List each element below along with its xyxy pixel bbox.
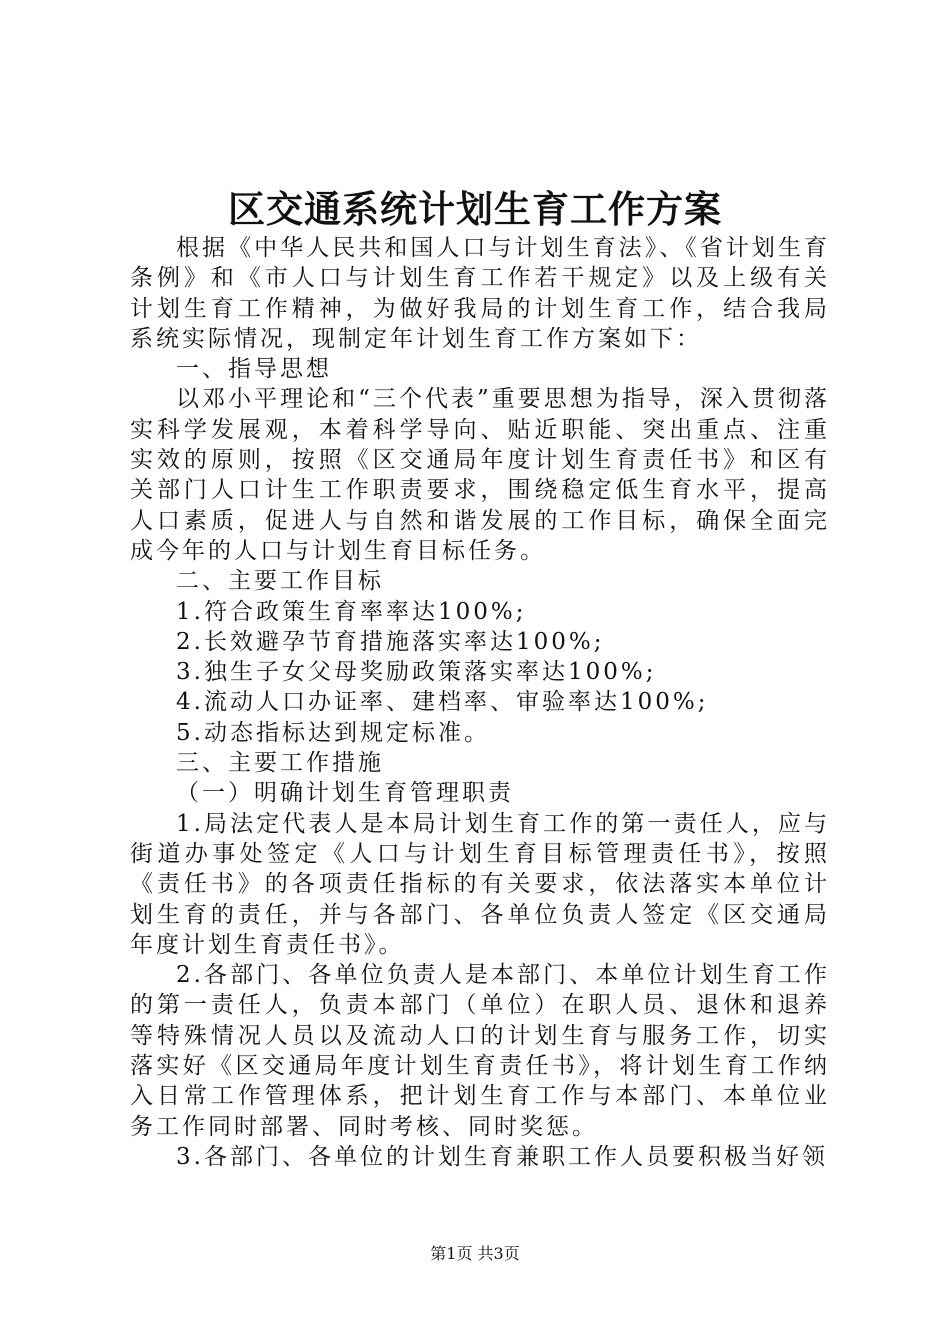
document-body bbox=[130, 233, 830, 1172]
paragraph-guiding-thought: 以邓小平理论和“三个代表”重要思想为指导，深入贯彻落实科学发展观，本着科学导向、贴近职能、突出重点、注重实效的原则，按照《区交通局年度计划生育责任书》和区有关部门人口计生工作职责要求，围绕稳定低生育水平，提高人口素质，促进人与自然和谐发展的工作目标，确保全面完成今年的人口与计划生育目标任务。 bbox=[130, 386, 830, 564]
goal-item-5: 5.动态指标达到规定标准。 bbox=[176, 719, 490, 746]
paragraph-intro: 根据《中华人民共和国人口与计划生育法》、《省计划生育条例》和《市人口与计划生育工作若干规定》以及上级有关计划生育工作精神，为做好我局的计划生育工作，结合我局系统实际情况，现制定年计划生育工作方案如下： bbox=[130, 235, 830, 352]
goal-item-4: 4.流动人口办证率、建档率、审验率达100%; bbox=[176, 689, 709, 716]
measure-item-1: 1.局法定代表人是本局计划生育工作的第一责任人，应与街道办事处签定《人口与计划生育目标管理责任书》，按照《责任书》的各项责任指标的有关要求，依法落实本单位计划生育的责任，并与各部门、各单位负责人签定《区交通局年度计划生育责任书》。 bbox=[130, 810, 830, 958]
measure-item-2: 2.各部门、各单位负责人是本部门、本单位计划生育工作的第一责任人，负责本部门（单位）在职人员、退休和退养等特殊情况人员以及流动人口的计划生育与服务工作，切实落实好《区交通局年度计划生育责任书》，将计划生育工作纳入日常工作管理体系，把计划生育工作与本部门、本单位业务工作同时部署、同时考核、同时奖惩。 bbox=[130, 962, 830, 1140]
goal-item-2: 2.长效避孕节育措施落实率达100%; bbox=[176, 628, 605, 655]
goal-item-1: 1.符合政策生育率率达100%; bbox=[176, 598, 527, 625]
heading-main-measures: 三、主要工作措施 bbox=[176, 750, 384, 777]
subheading-responsibilities: （一）明确计划生育管理职责 bbox=[176, 780, 514, 807]
heading-guiding-thought: 一、指导思想 bbox=[176, 356, 332, 383]
page-number-footer: 第1页 共3页 bbox=[430, 1244, 520, 1263]
document-title: 区交通系统计划生育工作方案 bbox=[228, 187, 722, 231]
heading-main-goals: 二、主要工作目标 bbox=[176, 568, 384, 595]
goal-item-3: 3.独生子女父母奖励政策落实率达100%; bbox=[176, 659, 657, 686]
measure-item-3: 3.各部门、各单位的计划生育兼职工作人员要积极当好领 bbox=[176, 1143, 828, 1170]
